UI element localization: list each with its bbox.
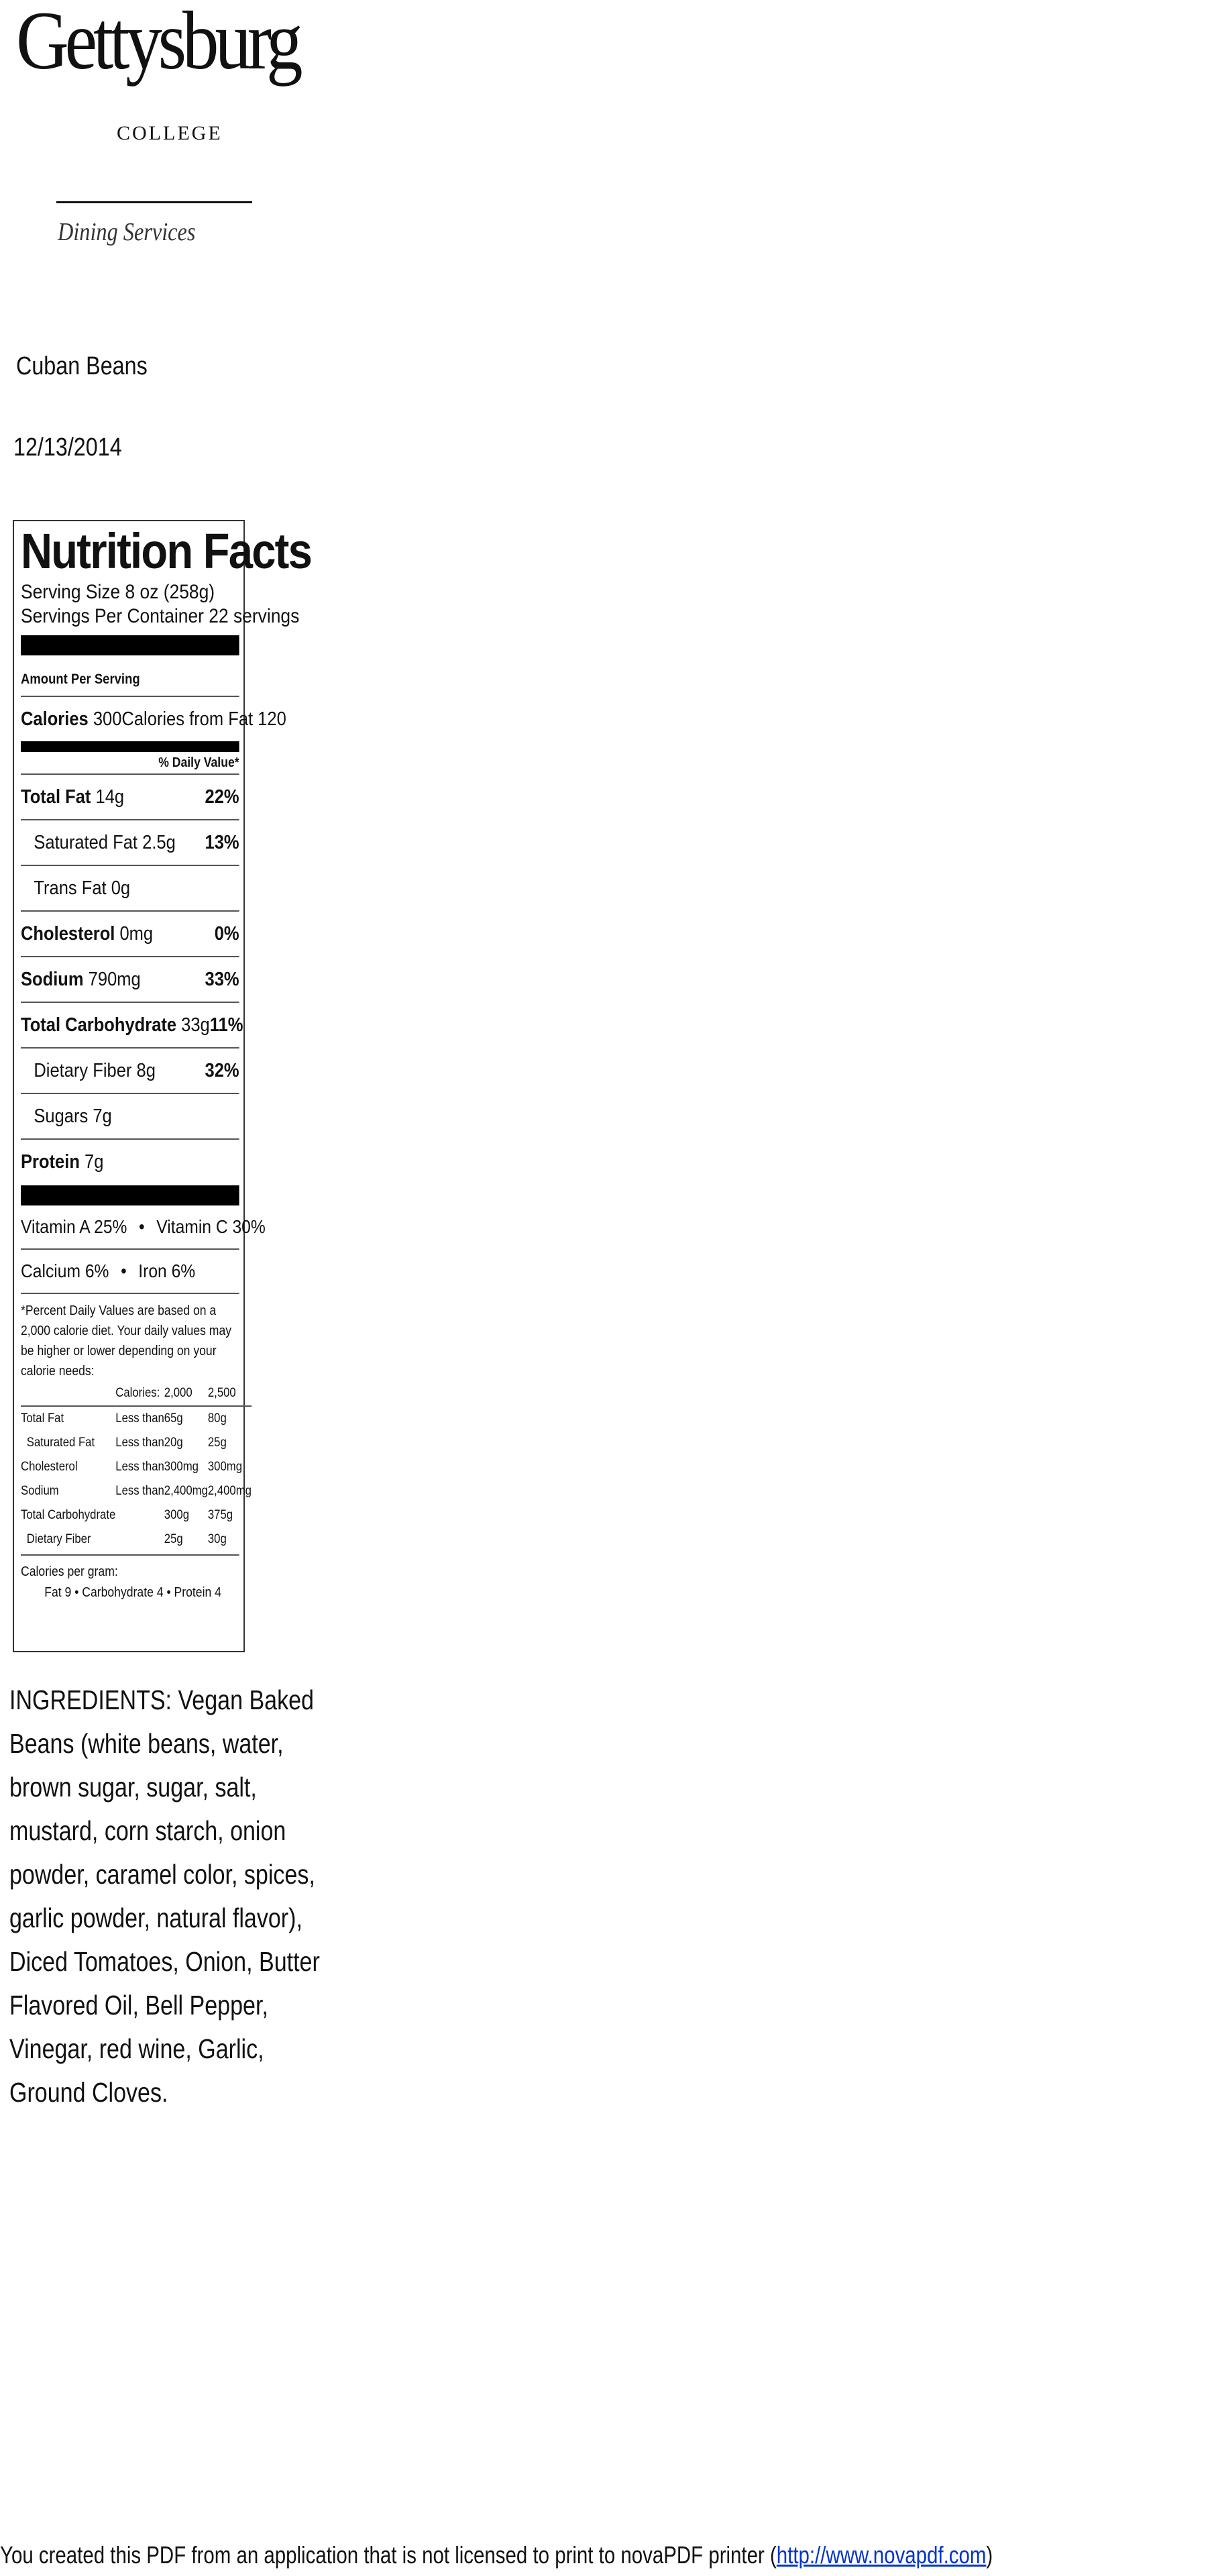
table-cell: 25g — [207, 1436, 227, 1450]
nutrient-dv: 0% — [214, 922, 239, 945]
table-cell: 80g — [207, 1411, 227, 1426]
vitamin-row — [21, 1205, 266, 1250]
servings-per-container: Servings Per Container 22 servings — [21, 605, 300, 627]
table-cell: 30g — [207, 1532, 227, 1546]
vitamin-right: Vitamin C 30% — [156, 1216, 266, 1237]
nutrient-label: Sugars — [34, 1105, 89, 1127]
table-cell: 300mg — [164, 1460, 199, 1474]
table-cell — [115, 1503, 164, 1527]
amount-per-serving: Amount Per Serving — [21, 663, 239, 697]
nutrient-label: Total Fat — [21, 786, 91, 808]
table-cell: Total Fat — [21, 1411, 64, 1426]
bullet-separator: • — [121, 1260, 127, 1281]
table-cell: Cholesterol — [21, 1460, 78, 1474]
calories-label: Calories — [21, 708, 89, 730]
nutrient-amount: 790mg — [88, 968, 141, 990]
table-cell: 300mg — [207, 1460, 243, 1474]
table-cell: 25g — [164, 1532, 183, 1546]
table-cell — [115, 1527, 164, 1552]
daily-value-footnote: *Percent Daily Values are based on a 2,000 calorie diet. Your daily values may be higher or lower depending on your calorie needs: — [21, 1303, 232, 1379]
nutrient-amount: 14g — [95, 786, 125, 808]
nutrient-label: Sodium — [21, 968, 84, 990]
table-cell: Less than — [115, 1436, 164, 1450]
table-cell: Less than — [115, 1411, 164, 1426]
nutrition-facts-panel — [13, 520, 312, 1652]
college-logo — [16, 0, 299, 262]
notice-text-end: ) — [986, 2541, 993, 2569]
logo-department: Dining Services — [58, 218, 196, 246]
thick-divider — [21, 635, 239, 655]
nutrient-row-sugars — [21, 1094, 239, 1140]
table-cell: Less than — [115, 1484, 164, 1498]
nutrient-dv: 32% — [205, 1059, 239, 1081]
menu-item-date: 12/13/2014 — [13, 433, 122, 462]
nutrient-dv: 13% — [205, 831, 239, 853]
logo-college-text: COLLEGE — [117, 122, 223, 144]
calories-left — [21, 708, 121, 731]
vitamin-left: Calcium 6% — [21, 1260, 109, 1281]
nutrient-amount: 0mg — [119, 922, 154, 945]
nutrition-facts-title: Nutrition Facts — [21, 523, 312, 579]
nutrient-label: Saturated Fat — [34, 831, 137, 853]
calories-row — [21, 697, 286, 741]
nutrient-row-sodium — [21, 957, 239, 1003]
novapdf-link[interactable]: http://www.novapdf.com — [776, 2541, 987, 2569]
nutrient-row-dietary-fiber — [21, 1049, 239, 1094]
ingredients-text: INGREDIENTS: Vegan Baked Beans (white beans, water, brown sugar, sugar, salt, mustard, corn starch, onion powder, caramel color, spices, garlic powder, natural flavor), Diced Tomatoes, Onion, Butter Flavored Oil, Bell Pepper, Vinegar, red wine, Garlic, Ground Cloves. — [9, 1684, 320, 2108]
nutrient-row-total-carbohydrate — [21, 1003, 243, 1049]
dv-table-header-cell: 2,000 — [164, 1386, 192, 1400]
nutrient-dv: 22% — [205, 786, 239, 808]
medium-divider — [21, 741, 239, 752]
table-cell: Less than — [115, 1460, 164, 1474]
nutrient-amount: 2.5g — [142, 831, 176, 853]
nutrient-dv: 33% — [205, 968, 239, 990]
table-row — [21, 1455, 252, 1479]
nutrient-row-trans-fat — [21, 866, 239, 912]
table-cell: 65g — [164, 1411, 183, 1426]
daily-value-header: % Daily Value* — [21, 752, 239, 775]
table-row — [21, 1406, 252, 1431]
nutrient-row-protein — [21, 1140, 239, 1184]
table-cell: 2,400mg — [164, 1484, 208, 1498]
table-cell: Saturated Fat — [26, 1436, 95, 1450]
table-row — [21, 1431, 252, 1455]
logo-wordmark: Gettysburg — [16, 0, 299, 87]
calories-value: 300 — [93, 708, 122, 730]
nutrient-label: Cholesterol — [21, 922, 115, 945]
nutrient-amount: 7g — [93, 1105, 112, 1127]
dv-table-header-cell: 2,500 — [207, 1386, 236, 1400]
thick-divider — [21, 1185, 239, 1205]
mineral-row — [21, 1250, 239, 1294]
nutrient-label: Protein — [21, 1150, 80, 1173]
nutrient-amount: 8g — [136, 1059, 156, 1081]
table-row — [21, 1479, 252, 1503]
table-cell: Sodium — [21, 1484, 59, 1498]
table-row — [21, 1503, 252, 1527]
table-cell: 300g — [164, 1508, 190, 1522]
nutrient-row-total-fat — [21, 775, 239, 820]
nutrient-row-saturated-fat — [21, 820, 239, 866]
vitamin-left: Vitamin A 25% — [21, 1216, 127, 1237]
table-cell: Dietary Fiber — [26, 1532, 91, 1546]
nutrient-amount: 7g — [85, 1150, 104, 1173]
nutrient-label: Trans Fat — [34, 877, 107, 899]
calories-from-fat: Calories from Fat 120 — [121, 708, 286, 730]
calories-per-gram-values: Fat 9 • Carbohydrate 4 • Protein 4 — [44, 1585, 221, 1600]
dv-table-header — [21, 1381, 252, 1406]
nutrient-amount: 33g — [181, 1014, 210, 1036]
calories-per-gram-label: Calories per gram: — [21, 1564, 118, 1579]
nutrient-row-cholesterol — [21, 912, 239, 957]
dv-table-header-cell: Calories: — [115, 1386, 160, 1400]
daily-value-reference-table — [21, 1381, 252, 1552]
bullet-separator: • — [139, 1216, 145, 1237]
serving-size: Serving Size 8 oz (258g) — [21, 581, 215, 603]
pdf-license-notice — [0, 2541, 993, 2572]
nutrient-label: Total Carbohydrate — [21, 1014, 177, 1036]
menu-item-name: Cuban Beans — [16, 352, 148, 380]
table-cell: 20g — [164, 1436, 183, 1450]
logo-divider — [56, 201, 252, 203]
table-cell: 375g — [207, 1508, 233, 1522]
table-cell: Total Carbohydrate — [21, 1508, 116, 1522]
table-row — [21, 1527, 252, 1552]
notice-text: You created this PDF from an application that is not licensed to print to novaPDF printer ( — [0, 2541, 777, 2569]
nutrient-label: Dietary Fiber — [34, 1059, 132, 1081]
vitamin-right: Iron 6% — [138, 1260, 196, 1281]
nutrient-dv: 11% — [209, 1014, 243, 1036]
table-cell: 2,400mg — [207, 1484, 252, 1498]
nutrient-amount: 0g — [111, 877, 131, 899]
